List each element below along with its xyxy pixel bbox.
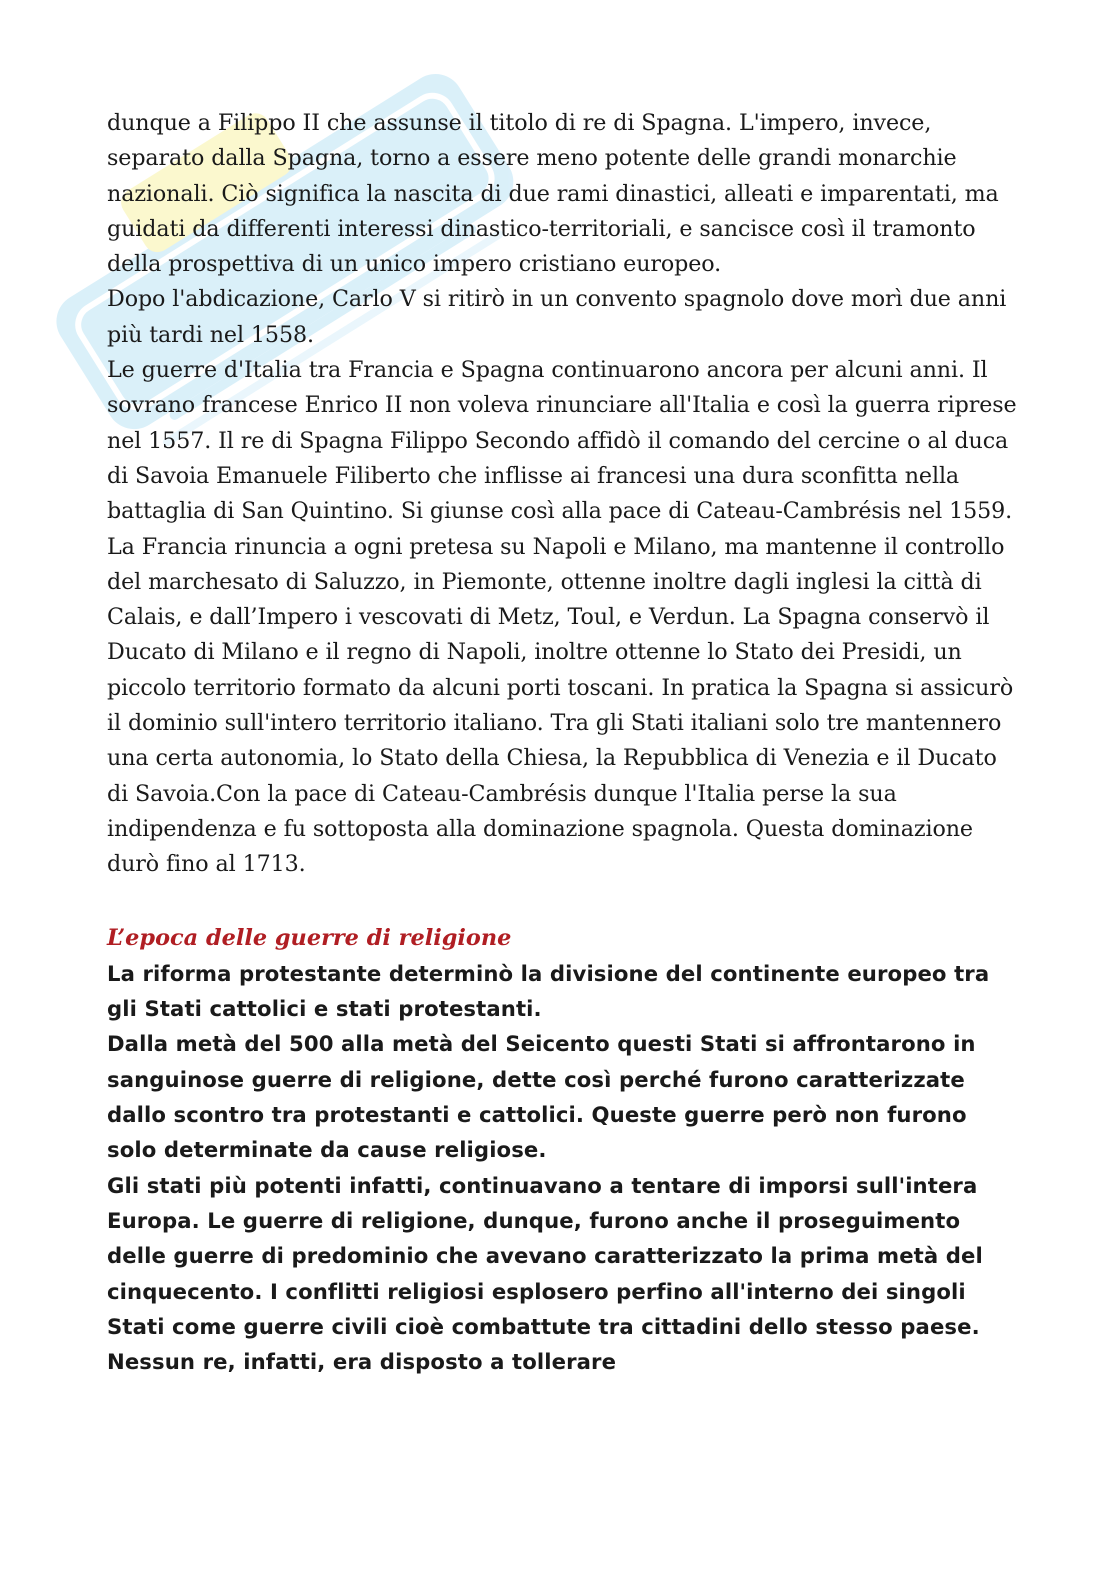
paragraph-guerre-di-religione: Dalla metà del 500 alla metà del Seicento questi Stati si affrontarono in sanguinose guerre di religione, dette così perché furono caratterizzate dallo scontro tra protestanti e cattolici. Queste guerre però non furono solo determinate da cause religiose. bbox=[107, 1031, 976, 1163]
paragraph-guerre-italia: Le guerre d'Italia tra Francia e Spagna continuarono ancora per alcuni anni. Il sovrano francese Enrico II non voleva rinunciare all'Italia e così la guerra riprese nel 1557. Il re di Spagna Filippo Secondo affidò il comando del cercine o al duca di Savoia Emanuele Filiberto che inflisse ai francesi una dura sconfitta nella battaglia di San Quintino. Si giunse così alla pace di Cateau-Cambrésis nel 1559. bbox=[107, 357, 1017, 525]
section-heading: L’epoca delle guerre di religione bbox=[107, 924, 512, 951]
document-page bbox=[107, 106, 1017, 1379]
paragraph-stati-potenti: Gli stati più potenti infatti, continuavano a tentare di imporsi sull'intera Europa. Le guerre di religione, dunque, furono anche il proseguimento delle guerre di predominio che avevano caratterizzato la prima metà del cinquecento. I conflitti religiosi esplosero perfino all'interno dei singoli Stati come guerre civili cioè combattute tra cittadini dello stesso paese. Nessun re, infatti, era disposto a tollerare bbox=[107, 1172, 983, 1375]
paragraph-pace-cateau-cambresis: La Francia rinuncia a ogni pretesa su Napoli e Milano, ma mantenne il controllo del marchesato di Saluzzo, in Piemonte, ottenne inoltre dagli inglesi la città di Calais, e dall’Impero i vescovati di Metz, Toul, e Verdun. La Spagna conservò il Ducato di Milano e il regno di Napoli, inoltre ottenne lo Stato dei Presidi, un piccolo territorio formato da alcuni porti toscani. In pratica la Spagna si assicurò il dominio sull'intero territorio italiano. Tra gli Stati italiani solo tre mantennero una certa autonomia, lo Stato della Chiesa, la Repubblica di Venezia e il Ducato di Savoia.Con la pace di Cateau-Cambrésis dunque l'Italia perse la sua indipendenza e fu sottoposta alla dominazione spagnola. Questa dominazione durò fino al 1713. bbox=[107, 533, 1014, 878]
paragraph-riforma-protestante: La riforma protestante determinò la divisione del continente europeo tra gli Stati cattolici e stati protestanti. bbox=[107, 960, 990, 1022]
paragraph-filippo-ii: dunque a Filippo II che assunse il titolo di re di Spagna. L'impero, invece, separato dalla Spagna, torno a essere meno potente delle grandi monarchie nazionali. Ciò significa la nascita di due rami dinastici, alleati e imparentati, ma guidati da differenti interessi dinastico-territoriali, e sancisce così il tramonto della prospettiva di un unico impero cristiano europeo. bbox=[107, 110, 999, 278]
paragraph-abdicazione: Dopo l'abdicazione, Carlo V si ritirò in un convento spagnolo dove morì due anni più tardi nel 1558. bbox=[107, 286, 1007, 348]
